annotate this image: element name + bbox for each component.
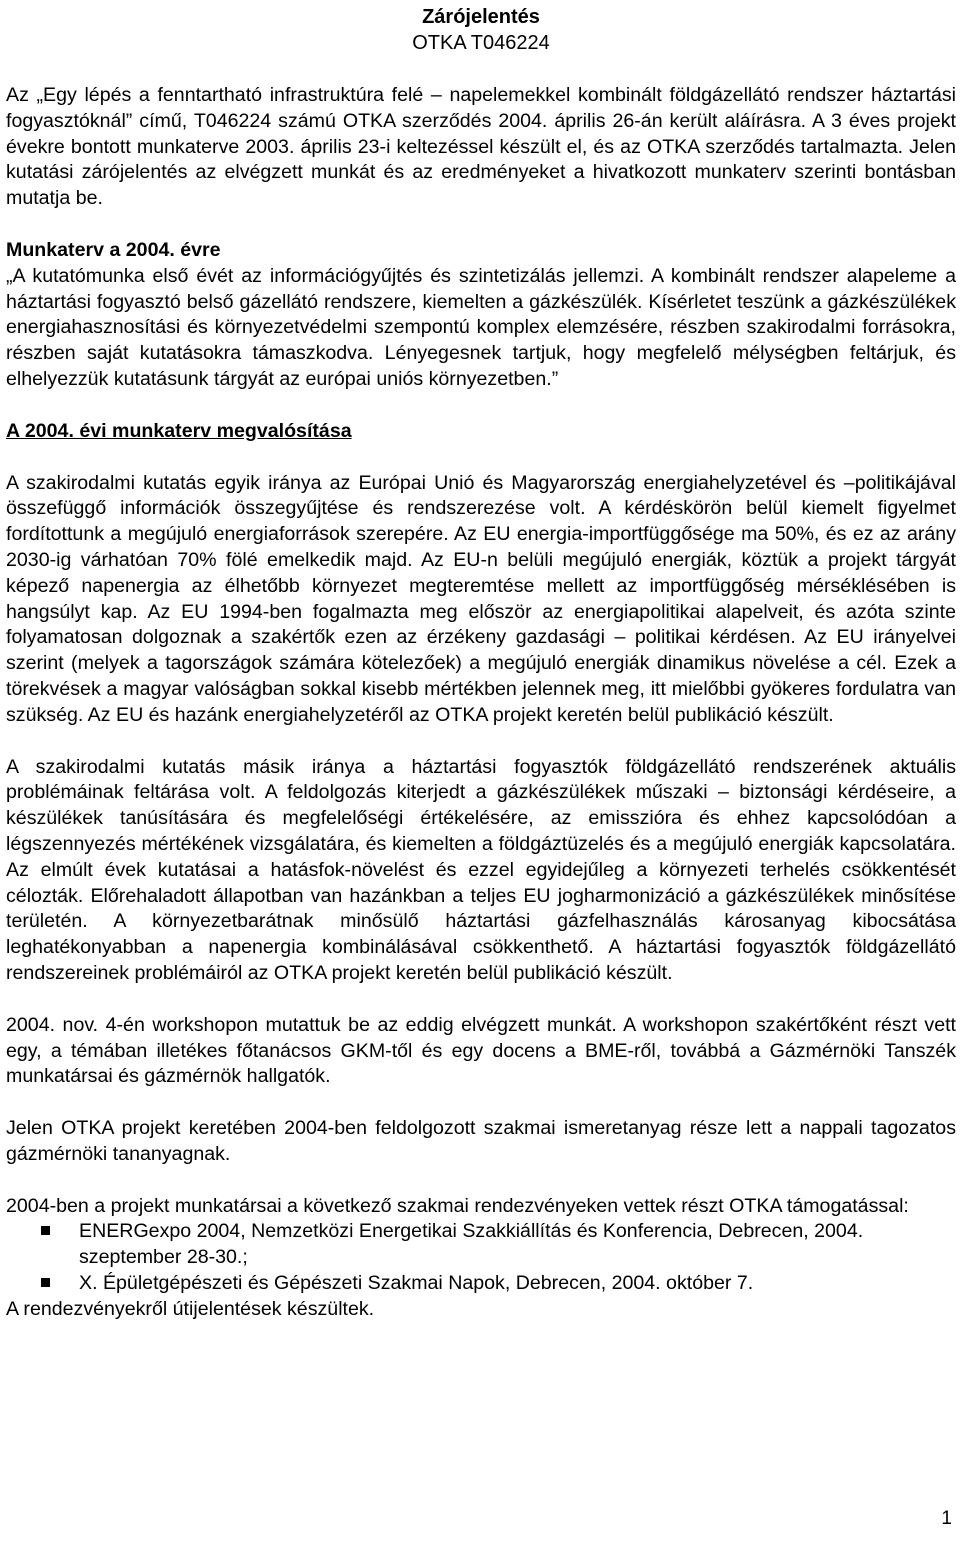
body-paragraph: A szakirodalmi kutatás egyik iránya az Európai Unió és Magyarország energiahelyzetével és –politikájával összefüggő információk összegyűjtése és rendszerezése volt. A kérdéskörön belül kiemelt figyelmet fordítottunk a megújuló energiaforrások szerepére. Az EU energia-importfüggősége ma 50%, és ez az arány 2030-ig várhatóan 70% fölé emelkedik majd. Az EU-n belüli megújuló energiák, köztük a projekt tárgyát képező napenergia az élhetőbb környezet megteremtése mellett az importfüggőség mérséklésében is hangsúlyt kap. Az EU 1994-ben fogalmazta meg először az energiapolitikai alapelveit, és azóta szinte folyamatosan dolgoznak a szakértők ezen az érzékeny gazdasági – politikai kérdésen. Az EU irányelvei szerint (melyek a tagországok számára kötelezőek) a megújuló energiák dinamikus növelése a cél. Ezek a törekvések a magyar valóságban sokkal kisebb mértékben jelennek meg, itt mielőbbi gyökeres fordulatra van szükség. Az EU és hazánk energiahelyzetéről az OTKA projekt keretén belül publikáció készült. <box>6 471 956 726</box>
square-bullet-icon <box>41 1226 50 1235</box>
list-item <box>6 1271 956 1297</box>
body-paragraph: Jelen OTKA projekt keretében 2004-ben feldolgozott szakmai ismeretanyag része lett a nappali tagozatos gázmérnöki tananyagnak. <box>6 1117 956 1165</box>
document-page <box>6 0 956 1323</box>
section-heading-workplan: Munkaterv a 2004. évre <box>6 238 221 261</box>
body-paragraph: 2004. nov. 4-én workshopon mutattuk be az eddig elvégzett munkát. A workshopon szakértőként részt vett egy, a témában illetékes főtanácsos GKM-től és egy docens a BME-ről, továbbá a Gázmérnöki Tanszék munkatársai és gázmérnök hallgatók. <box>6 1013 956 1088</box>
document-title: Zárójelentés <box>422 6 540 28</box>
page-number: 1 <box>941 1508 952 1529</box>
event-text: X. Épületgépészeti és Gépészeti Szakmai Napok, Debrecen, 2004. október 7. <box>79 1272 754 1295</box>
workplan-quote: „A kutatómunka első évét az információgyűjtés és szintetizálás jellemzi. A kombinált rendszer alapeleme a háztartási fogyasztó belső gázellátó rendszere, kiemelten a gázkészülék. Kísérletet teszünk a gázkészülékek energiahasznosítási és környezetvédelmi szempontú komplex elemzésére, részben szakirodalmi forrásokra, részben saját kutatásokra támaszkodva. Lényegesnek tartjuk, hogy megfelelő mélységben feltárjuk, és elhelyezzük kutatásunk tárgyát az európai uniós környezetben.” <box>6 264 956 390</box>
intro-paragraph: Az „Egy lépés a fenntartható infrastruktúra felé – napelemekkel kombinált földgázellátó rendszer háztartási fogyasztóknál” című, T046224 számú OTKA szerződés 2004. április 26-án került aláírásra. A 3 éves projekt évekre bontott munkaterve 2003. április 23-i keltezéssel készült el, és az OTKA szerződés tartalmazta. Jelen kutatási zárójelentés az elvégzett munkát és az eredményeket a hivatkozott munkaterv szerinti bontásban mutatja be. <box>6 84 956 210</box>
event-list <box>6 1219 956 1296</box>
square-bullet-icon <box>41 1278 50 1287</box>
list-item <box>6 1219 956 1271</box>
body-paragraph: 2004-ben a projekt munkatársai a következő szakmai rendezvényeken vettek részt OTKA támogatással: <box>6 1194 909 1217</box>
event-text: ENERGexpo 2004, Nemzetközi Energetikai Szakkiállítás és Konferencia, Debrecen, 2004. szeptember 28-30.; <box>79 1220 864 1269</box>
document-subtitle: OTKA T046224 <box>412 32 550 54</box>
closing-sentence: A rendezvényekről útijelentések készültek. <box>6 1297 375 1320</box>
section-heading-implementation: A 2004. évi munkaterv megvalósítása <box>6 419 352 442</box>
body-paragraph: A szakirodalmi kutatás másik iránya a háztartási fogyasztók földgázellátó rendszerének aktuális problémáinak feltárása volt. A feldolgozás kiterjedt a gázkészülékek műszaki – biztonsági kérdéseire, a készülékek tanúsítására és megfelelőségi értékelésére, az emisszióra és ehhez kapcsolódóan a légszennyezés mértékének vizsgálatára, és kiemelten a földgáztüzelés és a megújuló energiák kapcsolatára. Az elmúlt évek kutatásai a hatásfok-növelést és ezzel egyidejűleg a környezeti terhelés csökkentését célozták. Előrehaladott állapotban van hazánkban a teljes EU jogharmonizáció a gázkészülékek minősítése területén. A környezetbarátnak minősülő háztartási gázfelhasználás károsanyag kibocsátása leghatékonyabban a napenergia kombinálásával csökkenthető. A háztartási fogyasztók földgázellátó rendszereinek problémáiról az OTKA projekt keretén belül publikáció készült. <box>6 755 956 984</box>
